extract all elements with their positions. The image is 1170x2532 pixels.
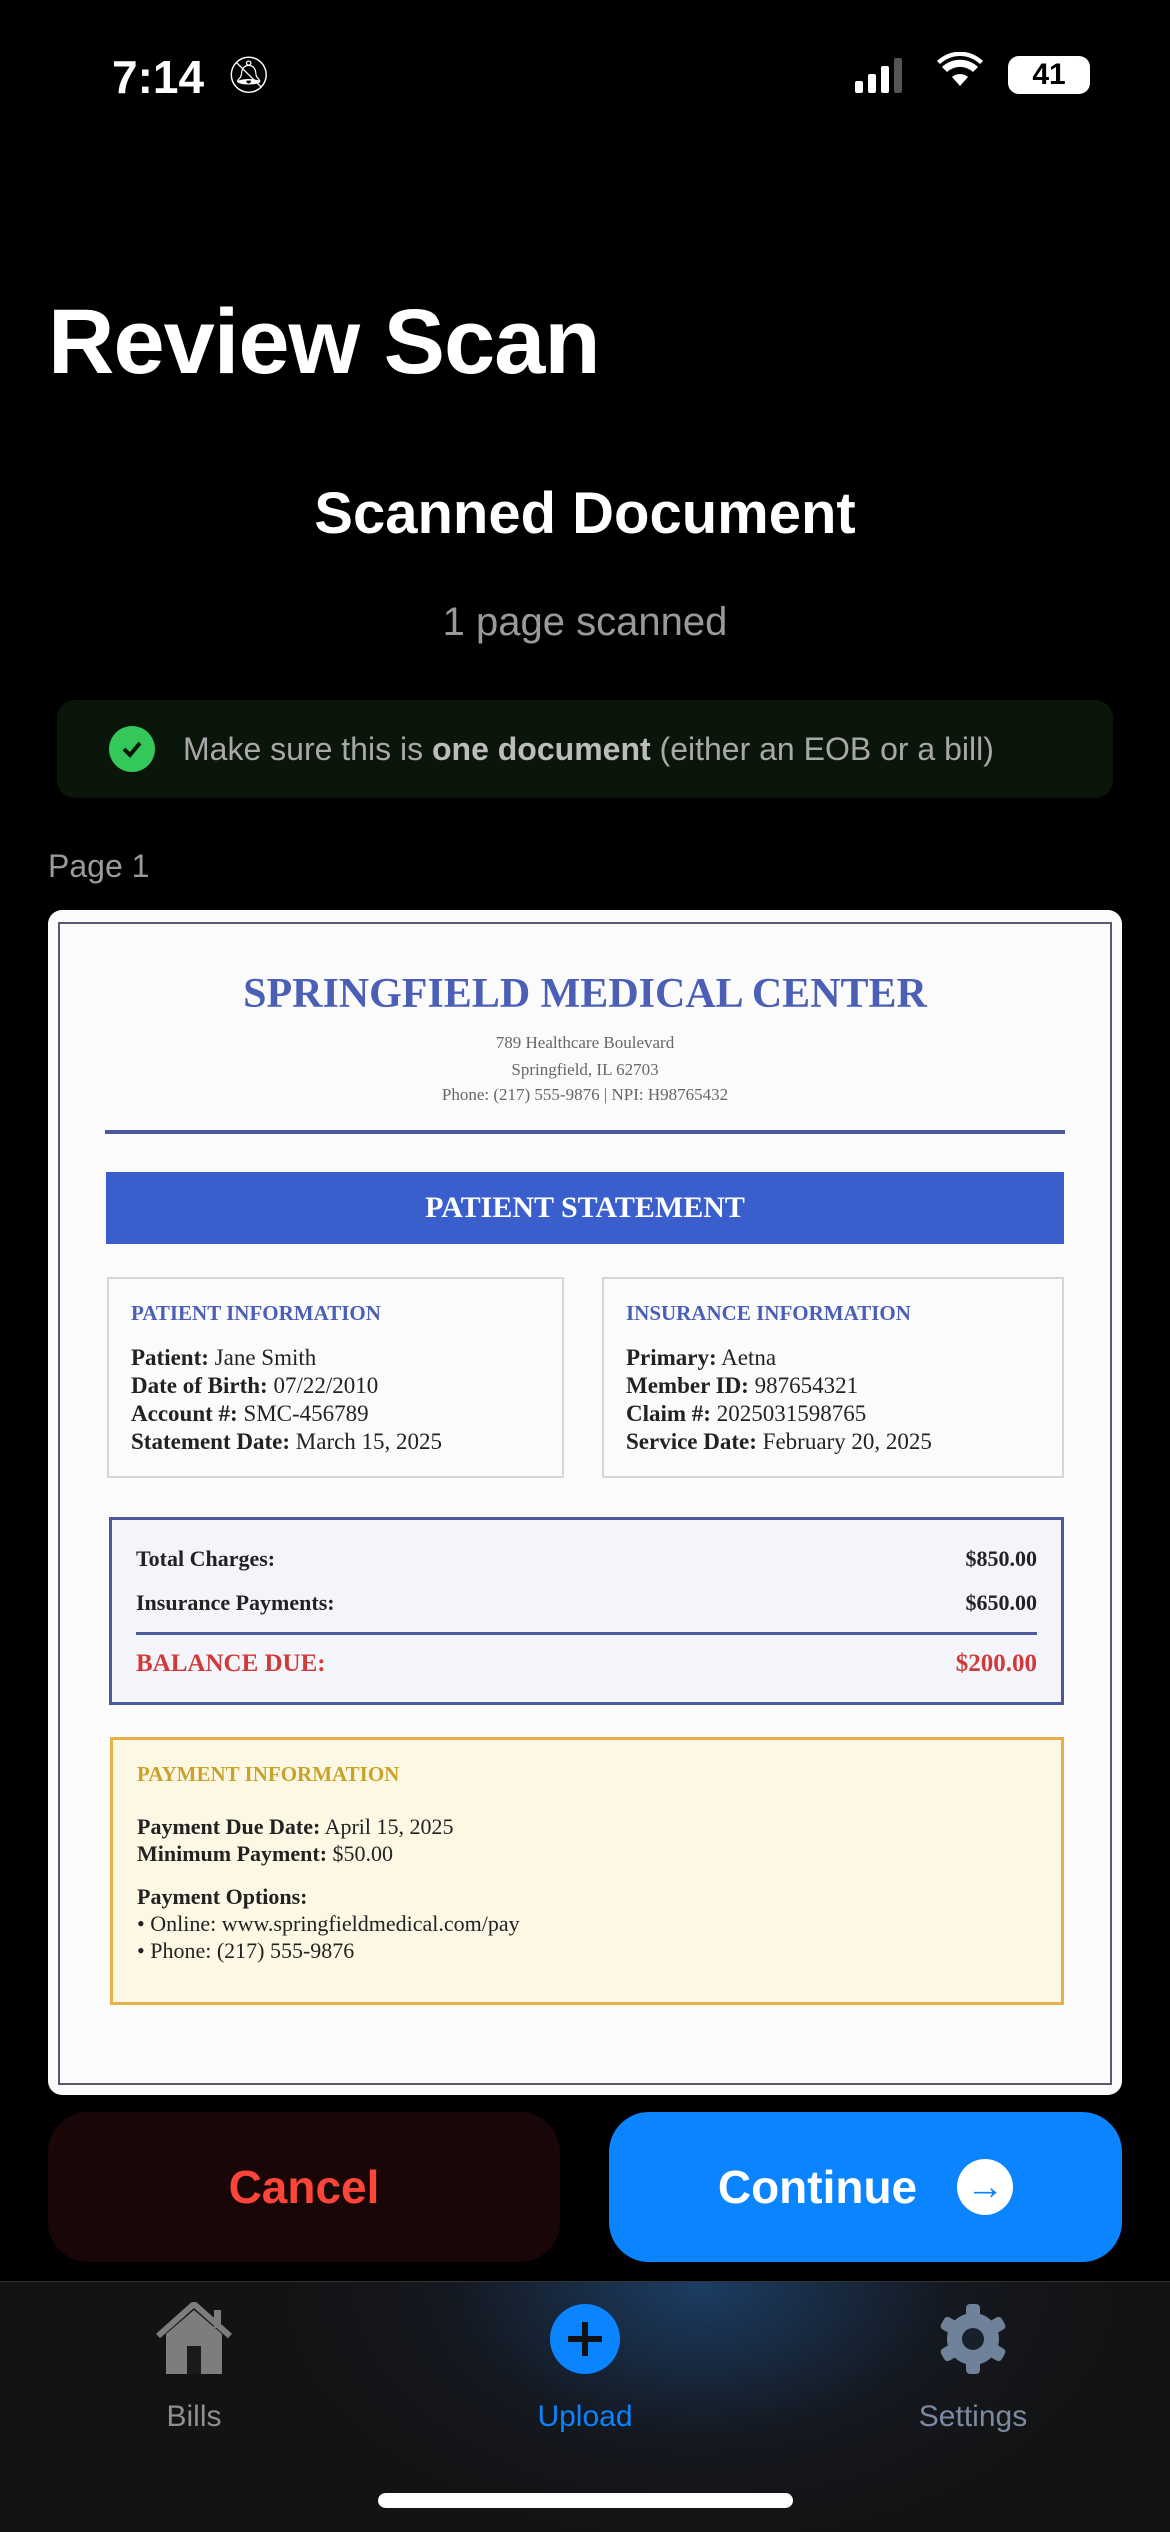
tab-label: Settings: [918, 2400, 1028, 2433]
home-indicator[interactable]: [378, 2493, 793, 2508]
info-row: Primary: Aetna: [626, 1345, 777, 1370]
info-row: Statement Date: March 15, 2025: [131, 1429, 443, 1454]
info-row: Claim #: 2025031598765: [626, 1401, 867, 1426]
charges-summary: [109, 1517, 1064, 1705]
insurance-info-box: [602, 1277, 1064, 1478]
page-title: Review Scan: [48, 291, 600, 393]
contact-line: Phone: (217) 555-9876 | NPI: H98765432: [441, 1085, 729, 1104]
checkmark-icon: [109, 726, 155, 772]
tab-settings[interactable]: [873, 2302, 1073, 2434]
info-row: Member ID: 987654321: [626, 1373, 859, 1398]
tab-upload[interactable]: [485, 2302, 685, 2434]
patient-info-box: [107, 1277, 564, 1478]
payment-info-box: [110, 1737, 1064, 2005]
info-row: Date of Birth: 07/22/2010: [131, 1373, 379, 1398]
continue-button[interactable]: Continue →: [609, 2112, 1122, 2262]
payment-phone: • Phone: (217) 555-9876: [137, 1938, 355, 1963]
house-icon: [154, 2302, 234, 2384]
payment-online: • Online: www.springfieldmedical.com/pay: [137, 1911, 520, 1936]
info-row: Patient: Jane Smith: [131, 1345, 317, 1370]
facility-name: SPRINGFIELD MEDICAL CENTER: [243, 971, 927, 1017]
cancel-button[interactable]: Cancel: [48, 2112, 560, 2262]
wifi-icon: [937, 52, 983, 98]
page-count: 1 page scanned: [442, 600, 728, 644]
minimum-payment: Minimum Payment: $50.00: [137, 1841, 394, 1866]
divider: [105, 1130, 1065, 1134]
battery-icon: [1008, 56, 1090, 94]
info-banner: [57, 700, 1113, 798]
tab-label: Upload: [537, 2400, 633, 2433]
total-charges-row: Total Charges: $850.00: [136, 1546, 1037, 1571]
page-label: Page 1: [48, 848, 150, 884]
banner-text: Make sure this is one document (either an EOB or a bill): [183, 730, 994, 767]
address-line-2: Springfield, IL 62703: [511, 1060, 659, 1079]
address-line-1: 789 Healthcare Boulevard: [495, 1033, 675, 1052]
arrow-right-icon: →: [957, 2159, 1013, 2215]
info-row: Service Date: February 20, 2025: [626, 1429, 932, 1454]
signal-icon: [855, 58, 902, 93]
patient-info-heading: PATIENT INFORMATION: [131, 1301, 381, 1325]
balance-due-row: BALANCE DUE: $200.00: [136, 1650, 1037, 1677]
payment-options-label: Payment Options:: [137, 1884, 308, 1909]
due-date: Payment Due Date: April 15, 2025: [137, 1814, 454, 1839]
info-row: Account #: SMC-456789: [131, 1401, 369, 1426]
insurance-payments-row: Insurance Payments: $650.00: [136, 1590, 1037, 1615]
section-title: Scanned Document: [314, 481, 856, 546]
bell-slash-icon: 🔕︎: [226, 54, 272, 95]
insurance-info-heading: INSURANCE INFORMATION: [626, 1301, 911, 1325]
status-time: 7:14: [112, 51, 205, 103]
battery-level: 41: [1032, 58, 1066, 91]
plus-circle-icon: [548, 2302, 622, 2384]
tab-bills[interactable]: [94, 2302, 294, 2434]
payment-info-heading: PAYMENT INFORMATION: [137, 1762, 400, 1786]
gear-icon: [936, 2302, 1010, 2384]
statement-banner: PATIENT STATEMENT: [106, 1172, 1064, 1244]
tab-label: Bills: [166, 2400, 222, 2433]
